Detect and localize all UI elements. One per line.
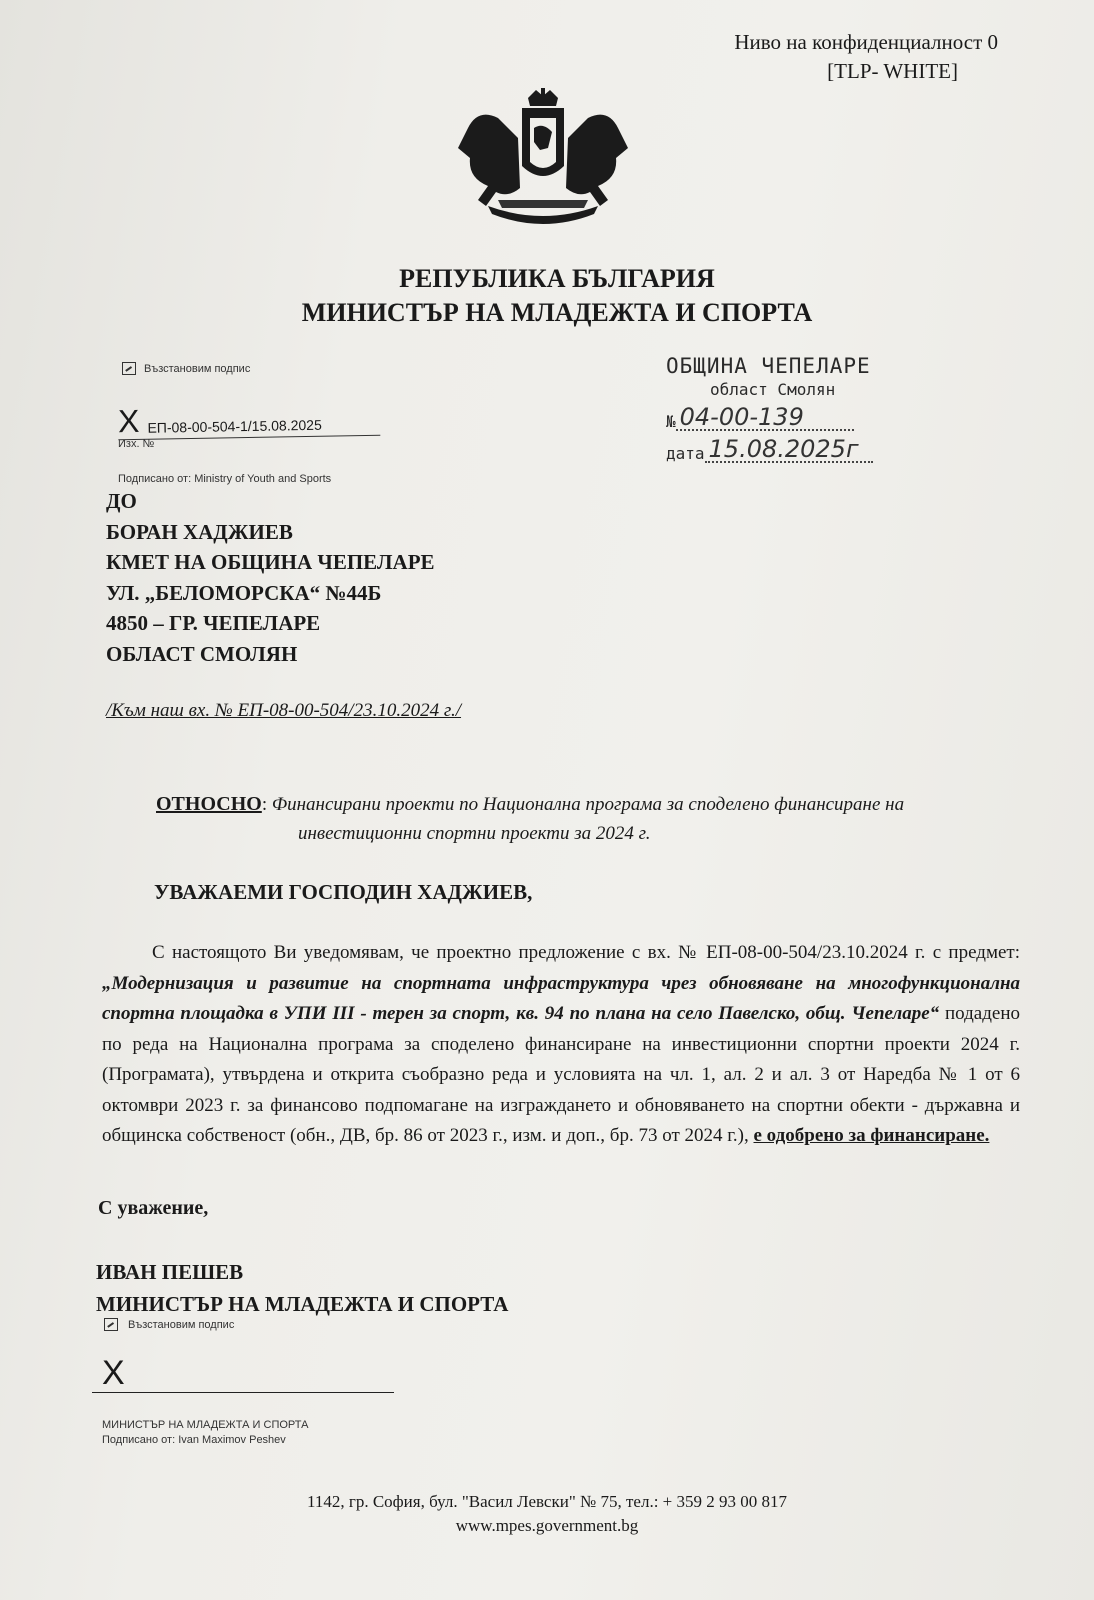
signer-block <box>96 1256 508 1320</box>
restorable-text-2: Възстановим подпис <box>128 1318 235 1331</box>
stamp-date-value: 15.08.2025г <box>705 437 873 463</box>
tlp-label: [TLP- WHITE] <box>827 59 958 83</box>
address-street: УЛ. „БЕЛОМОРСКА“ №44Б <box>106 580 382 605</box>
subject: ОТНОСНО: Финансирани проекти по Национална програма за споделено финансиране на инвестиционни спортни проекти за 2024 г. <box>156 790 1036 848</box>
stamp-number-value: 04-00-139 <box>676 405 854 431</box>
coat-of-arms-icon <box>448 88 638 238</box>
sig-caption-signed-by: Подписано от: Ivan Maximov Peshev <box>102 1434 286 1446</box>
header-country: РЕПУБЛИКА БЪЛГАРИЯ <box>399 264 715 293</box>
signature-line <box>92 1348 394 1393</box>
outgoing-number-line <box>118 396 381 441</box>
body-paragraph <box>102 938 1020 1152</box>
signature-box-icon <box>122 362 136 375</box>
subject-line2: инвестиционни спортни проекти за 2024 г. <box>298 823 651 844</box>
signature-x-icon: X <box>102 1354 125 1392</box>
reference-number: /Към наш вх. № ЕП-08-00-504/23.10.2024 г./ <box>106 700 462 721</box>
stamp-date-row <box>666 437 873 463</box>
subject-label: ОТНОСНО <box>156 793 262 815</box>
signer-title: МИНИСТЪР НА МЛАДЕЖТА И СПОРТА <box>96 1292 509 1316</box>
stamp-municipality: ОБЩИНА ЧЕПЕЛАРЕ <box>666 354 871 378</box>
outgoing-number: ЕП-08-00-504-1/15.08.2025 <box>147 416 322 436</box>
signature-x-icon: X <box>117 402 140 440</box>
footer-website: www.mpes.government.bg <box>455 1516 639 1535</box>
address-city: 4850 – ГР. ЧЕПЕЛАРЕ <box>106 611 321 635</box>
address-name: БОРАН ХАДЖИЕВ <box>106 519 293 544</box>
restorable-text: Възстановим подпис <box>144 362 251 375</box>
registration-stamp <box>666 354 873 463</box>
project-title: „Модернизация и развитие на спортната инфраструктура чрез обновяване на многофункционална спортна площадка в УПИ III - терен за спорт, кв. 94 по плана на село Павелско, общ. Чепеларе“ <box>102 972 1020 1024</box>
closing: С уважение, <box>98 1197 209 1219</box>
header-ministry: МИНИСТЪР НА МЛАДЕЖТА И СПОРТА <box>301 298 813 327</box>
restorable-signature-label-2 <box>104 1318 234 1331</box>
sig-caption-title: МИНИСТЪР НА МЛАДЕЖТА И СПОРТА <box>102 1419 309 1431</box>
stamp-date-label: дата <box>666 444 705 463</box>
recipient-address <box>106 486 435 669</box>
footer <box>0 1490 1094 1538</box>
outgoing-number-label: Изх. № <box>118 438 155 450</box>
signature-box-icon <box>104 1318 118 1331</box>
stamp-number-row <box>666 405 873 431</box>
signer-name: ИВАН ПЕШЕВ <box>96 1260 244 1284</box>
address-title: КМЕТ НА ОБЩИНА ЧЕПЕЛАРЕ <box>106 550 435 574</box>
signature-caption <box>102 1418 308 1448</box>
stamp-region: област Смолян <box>710 380 836 399</box>
letter-body <box>102 938 1020 1152</box>
restorable-signature-label <box>122 362 250 375</box>
footer-address: 1142, гр. София, бул. "Васил Левски" № 75, тел.: + 359 2 93 00 817 <box>306 1492 788 1511</box>
address-to: ДО <box>106 489 137 513</box>
body-part2: подадено по реда на Национална програма за споделено финансиране на инвестиционни спортни проекти 2024 г. (Програмата), утвърдена и открита съобразно реда и условията на чл. 1, ал. 2 и ал. 3 от Наредба № 1 от 6 октомври 2023 г. за финансово подпомагане на изграждането и обновяването на спортни обекти - държавна и общинска собственост (обн., ДВ, бр. 86 от 2023 г., изм. и доп., бр. 73 от 2024 г.), <box>102 1003 1020 1146</box>
address-region: ОБЛАСТ СМОЛЯН <box>106 641 298 666</box>
body-part1: С настоящото Ви уведомявам, че проектно предложение с вх. № ЕП-08-00-504/23.10.2024 г. с предмет: <box>152 942 1020 963</box>
signed-by-org: Подписано от: Ministry of Youth and Sports <box>118 473 332 485</box>
subject-line1: Финансирани проекти по Национална програма за споделено финансиране на <box>271 794 905 815</box>
confidentiality-level: Ниво на конфиденциалност 0 <box>734 30 998 54</box>
salutation: УВАЖАЕМИ ГОСПОДИН ХАДЖИЕВ, <box>154 880 533 904</box>
confidentiality-marking <box>734 28 998 86</box>
stamp-number-label: № <box>666 412 676 431</box>
approval-statement: е одобрено за финансиране. <box>753 1125 990 1146</box>
